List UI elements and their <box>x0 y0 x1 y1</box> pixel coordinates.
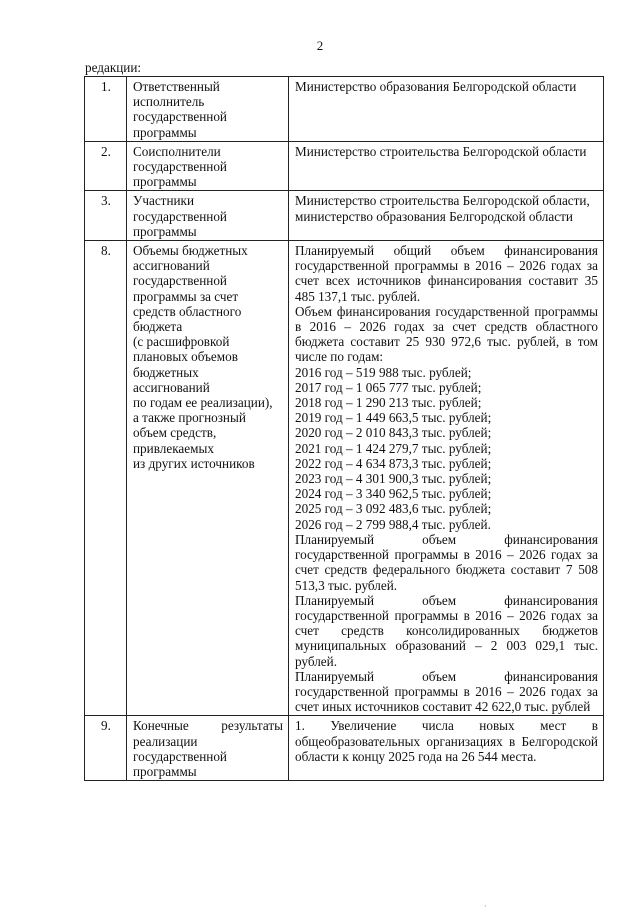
financing-cell <box>289 241 604 716</box>
row-label: Соисполнители государственной программы <box>127 141 289 191</box>
row-number: 8. <box>85 241 127 716</box>
year-line: 2024 год – 3 340 962,5 тыс. рублей; <box>295 486 492 502</box>
row-label: Конечные результаты реализации государственной программы <box>127 716 289 781</box>
table-row <box>85 141 604 191</box>
row-label: Ответственный исполнитель государственной программы <box>127 77 289 142</box>
financing-other: Планируемый объем финансирования государственной программы в 2016 – 2026 годах за счет иных источников составит 42 622,0 тыс. рублей <box>295 668 598 715</box>
financing-municipal: Планируемый объем финансирования государственной программы в 2016 – 2026 годах за счет средств консолидированных бюджетов муниципальных образований – 2 003 029,1 тыс. рублей. <box>295 592 598 669</box>
year-line: 2020 год – 2 010 843,3 тыс. рублей; <box>295 425 492 441</box>
row-number: 1. <box>85 77 127 142</box>
year-line: 2025 год – 3 092 483,6 тыс. рублей; <box>295 501 492 517</box>
page-number: 2 <box>316 38 324 53</box>
row-number: 9. <box>85 716 127 781</box>
year-line: 2022 год – 4 634 873,3 тыс. рублей; <box>295 455 492 471</box>
row-value: 1. Увеличение числа новых мест в общеобразовательных организациях в Белгородской области к концу 2025 года на 26 544 места. <box>289 716 604 781</box>
row-label: Объемы бюджетных ассигнований государственной программы за счет средств областного бюджета (с расшифровкой плановых объемов бюджетных ассигнований по годам ее реализации), а также прогнозный объем средств, привлекаемых из других источников <box>127 241 289 716</box>
year-line: 2023 год – 4 301 900,3 тыс. рублей; <box>295 471 492 487</box>
year-line: 2017 год – 1 065 777 тыс. рублей; <box>295 379 482 395</box>
table-row <box>85 716 604 781</box>
year-line: 2021 год – 1 424 279,7 тыс. рублей; <box>295 440 492 456</box>
program-passport-table <box>84 76 604 781</box>
row-number: 3. <box>85 191 127 241</box>
year-line: 2018 год – 1 290 213 тыс. рублей; <box>295 395 482 411</box>
intro-text: редакции: <box>85 60 142 75</box>
financing-total: Планируемый общий объем финансирования государственной программы в 2016 – 2026 годах за счет всех источников финансирования составит 35 485 137,1 тыс. рублей. <box>295 243 598 304</box>
financing-regional: Объем финансирования государственной программы в 2016 – 2026 годах за счет средств областного бюджета составит 25 930 972,6 тыс. рублей, в том числе по годам: <box>295 303 598 365</box>
table-row <box>85 241 604 716</box>
year-line: 2016 год – 519 988 тыс. рублей; <box>295 364 472 380</box>
row-value: Министерство образования Белгородской области <box>289 77 604 142</box>
row-value: Министерство строительства Белгородской области <box>289 141 604 191</box>
row-value: Министерство строительства Белгородской области, министерство образования Белгородской области <box>289 191 604 241</box>
row-label: Участники государственной программы <box>127 191 289 241</box>
financing-federal: Планируемый объем финансирования государственной программы в 2016 – 2026 годах за счет средств федерального бюджета составит 7 508 513,3 тыс. рублей. <box>295 531 598 593</box>
table-row <box>85 191 604 241</box>
year-line: 2026 год – 2 799 988,4 тыс. рублей. <box>295 516 491 532</box>
year-line: 2019 год – 1 449 663,5 тыс. рублей; <box>295 410 492 426</box>
row-number: 2. <box>85 141 127 191</box>
scan-mark: · <box>484 902 487 911</box>
table-row <box>85 77 604 142</box>
